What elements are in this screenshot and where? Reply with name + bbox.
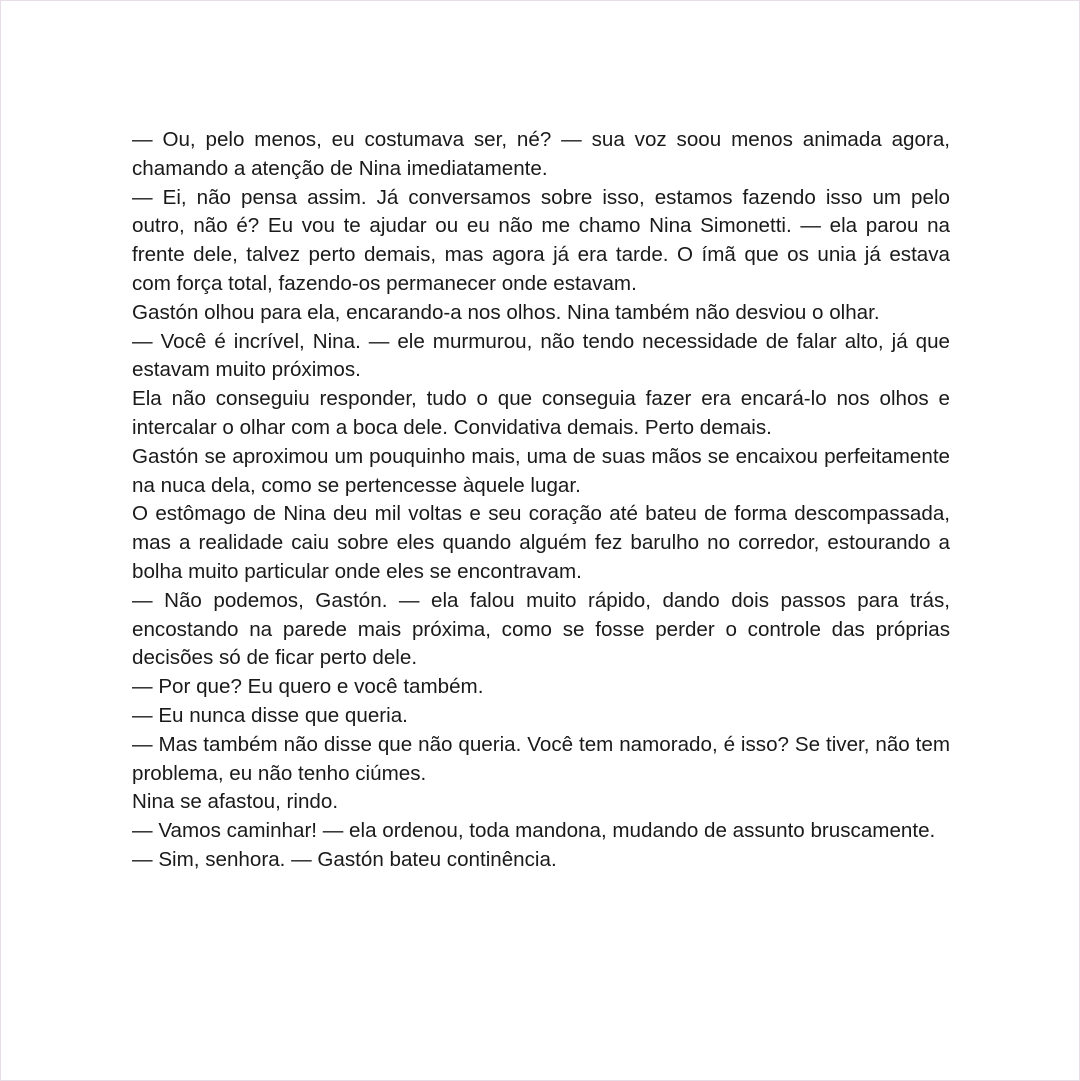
paragraph-7: O estômago de Nina deu mil voltas e seu coração até bateu de forma descompassada, mas a realidade caiu sobre eles quando alguém fez barulho no corredor, estourando a bolha muito particular onde eles se encontravam. <box>132 502 950 583</box>
paragraph-6: Gastón se aproximou um pouquinho mais, uma de suas mãos se encaixou perfeitamente na nuca dela, como se pertencesse àquele lugar. <box>132 444 950 497</box>
paragraph-12: Nina se afastou, rindo. <box>132 790 339 814</box>
paragraph-9: — Por que? Eu quero e você também. <box>132 675 484 699</box>
document-body <box>132 126 950 875</box>
paragraph-14: — Sim, senhora. — Gastón bateu continência. <box>132 847 557 871</box>
paragraph-2: — Ei, não pensa assim. Já conversamos sobre isso, estamos fazendo isso um pelo outro, não é? Eu vou te ajudar ou eu não me chamo Nina Simonetti. — ela parou na frente dele, talvez perto demais, mas agora já era tarde. O ímã que os unia já estava com força total, fazendo-os permanecer onde estavam. <box>132 185 950 295</box>
paragraph-5: Ela não conseguiu responder, tudo o que conseguia fazer era encará-lo nos olhos e intercalar o olhar com a boca dele. Convidativa demais. Perto demais. <box>132 387 950 439</box>
paragraph-13: — Vamos caminhar! — ela ordenou, toda mandona, mudando de assunto bruscamente. <box>132 819 936 843</box>
paragraph-4: — Você é incrível, Nina. — ele murmurou, não tendo necessidade de falar alto, já que estavam muito próximos. <box>132 329 950 382</box>
paragraph-3: Gastón olhou para ela, encarando-a nos olhos. Nina também não desviou o olhar. <box>132 300 880 324</box>
paragraph-8: — Não podemos, Gastón. — ela falou muito rápido, dando dois passos para trás, encostando na parede mais próxima, como se fosse perder o controle das próprias decisões só de ficar perto dele. <box>132 588 950 670</box>
paragraph-11: — Mas também não disse que não queria. Você tem namorado, é isso? Se tiver, não tem problema, eu não tenho ciúmes. <box>132 732 950 785</box>
paragraph-1: — Ou, pelo menos, eu costumava ser, né? — sua voz soou menos animada agora, chamando a atenção de Nina imediatamente. <box>132 128 950 180</box>
paragraph-10: — Eu nunca disse que queria. <box>132 703 408 727</box>
